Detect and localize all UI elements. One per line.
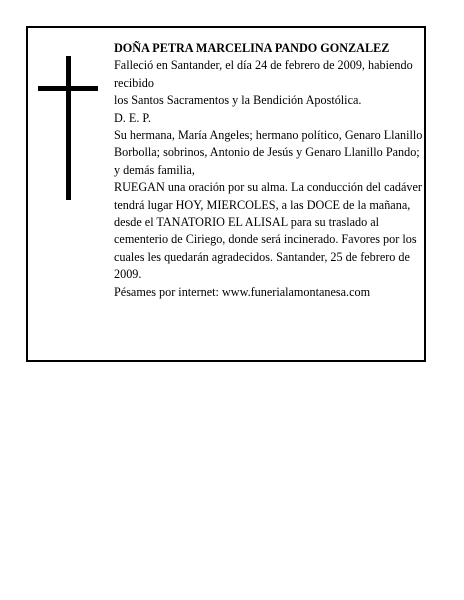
cross-horizontal-bar <box>38 86 98 91</box>
dep-line: D. E. P. <box>114 110 151 125</box>
death-line: Falleció en Santander, el día 24 de febrero de 2009, habiendo recibido <box>114 58 413 90</box>
condolences-line: Pésames por internet: www.funerialamontanesa.com <box>114 284 371 299</box>
notice-text <box>114 40 424 301</box>
cross-icon <box>38 56 98 200</box>
sacraments-line: los Santos Sacramentos y la Bendición Apostólica. <box>114 93 362 108</box>
deceased-name: DOÑA PETRA MARCELINA PANDO GONZALEZ <box>114 41 390 55</box>
obituary-notice <box>26 26 426 362</box>
cross-vertical-bar <box>66 56 71 200</box>
request-line: RUEGAN una oración por su alma. La conducción del cadáver tendrá lugar HOY, MIERCOLES, a las DOCE de la mañana, desde el TANATORIO EL ALISAL para su traslado al cementerio de Ciriego, donde será incinerado. Favores por los cuales les quedarán agradecidos. Santander, 25 de febrero de 2009. <box>114 180 422 282</box>
family-line: Su hermana, María Angeles; hermano político, Genaro Llanillo Borbolla; sobrinos, Antonio de Jesús y Genaro Llanillo Pando; y demás familia, <box>114 128 423 177</box>
